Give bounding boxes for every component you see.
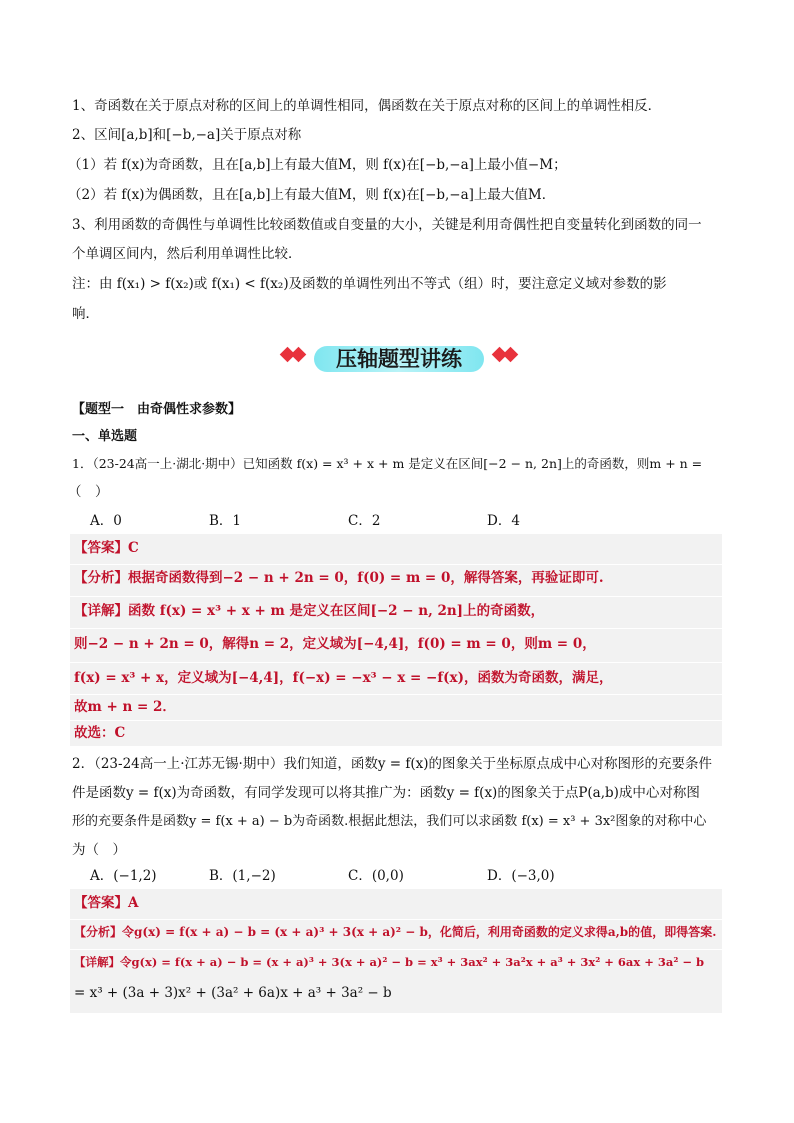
note-1: 1、奇函数在关于原点对称的区间上的单调性相同，偶函数在关于原点对称的区间上的单调性相反． [72,98,662,114]
q1-analysis: 【分析】根据奇函数得到−2 − n + 2n = 0，f(0) = m = 0，解得答案，再验证即可. [74,570,604,586]
divider [70,919,722,920]
q2-option-c: C．(0,0) [348,868,404,884]
divider [70,628,722,629]
q2-option-b: B．(1,−2) [209,868,276,884]
q2-solution-box [70,889,722,1013]
diamond-icon [291,347,307,363]
note-2-1: （1）若 f(x)为奇函数，且在[a,b]上有最大值M，则 f(x)在[−b,−a]上最小值−M； [68,157,567,173]
section-banner [268,340,528,378]
q1-option-a: A．0 [90,513,122,529]
q2-option-a: A．(−1,2) [90,868,157,884]
q1-solution-box [70,534,722,746]
divider [70,694,722,695]
q1-detail-line3: f(x) = x³ + x，定义域为[−4,4]，f(−x) = −x³ − x = −f(x)，函数为奇函数，满足， [74,670,613,686]
banner-title: 压轴题型讲练 [336,347,462,371]
q2-stem-line2: 件是函数y = f(x)为奇函数，有同学发现可以将其推广为：函数y = f(x)的图象关于点P(a,b)成中心对称图 [72,785,700,801]
q1-stem-line2: （ ） [68,484,109,500]
q2-detail-line1: 【详解】令g(x) = f(x + a) − b = (x + a)³ + 3(x + a)² − b = x³ + 3ax² + 3a²x + a³ + 3x² + 6ax + 3a² − b [74,955,705,969]
q1-option-c: C．2 [348,513,381,529]
note-3-line1: 3、利用函数的奇偶性与单调性比较函数值或自变量的大小，关键是利用奇偶性把自变量转化到函数的同一 [72,217,702,233]
q2-option-d: D．(−3,0) [487,868,555,884]
divider [70,949,722,950]
q2-stem-line4: 为（ ） [72,842,126,858]
q2-stem-line1: 2．（23-24高一上·江苏无锡·期中）我们知道，函数y = f(x)的图象关于坐标原点成中心对称图形的充要条件 [72,756,713,772]
q1-detail-line1: 【详解】函数 f(x) = x³ + x + m 是定义在区间[−2 − n, 2n]上的奇函数， [74,603,545,619]
note-2-2: （2）若 f(x)为偶函数，且在[a,b]上有最大值M，则 f(x)在[−b,−a]上最大值M． [68,187,556,203]
single-choice-heading: 一、单选题 [72,429,138,444]
note-4-line1: 注：由 f(x₁) > f(x₂)或 f(x₁) < f(x₂)及函数的单调性列出不等式（组）时，要注意定义域对参数的影 [72,276,667,292]
q1-option-d: D．4 [487,513,520,529]
note-3-line2: 个单调区间内，然后利用单调性比较． [72,246,302,262]
q2-analysis: 【分析】令g(x) = f(x + a) − b = (x + a)³ + 3(x + a)² − b，化简后，利用奇函数的定义求得a,b的值，即得答案. [74,925,717,939]
note-4-line2: 响． [72,306,99,322]
q1-detail-line4: 故m + n = 2． [74,699,176,715]
q2-stem-line3: 形的充要条件是函数y = f(x + a) − b为奇函数.根据此想法，我们可以求函数 f(x) = x³ + 3x²图象的对称中心 [72,814,707,829]
note-2: 2、区间[a,b]和[−b,−a]关于原点对称 [72,127,302,143]
q2-detail-line2: = x³ + (3a + 3)x² + (3a² + 6a)x + a³ + 3a² − b [74,985,392,1001]
diamond-icon [503,347,519,363]
divider [70,662,722,663]
divider [70,596,722,597]
q1-detail-line2: 则−2 − n + 2n = 0，解得n = 2，定义域为[−4,4]，f(0) = m = 0，则m = 0， [74,636,596,652]
q1-stem-line1: 1．（23-24高一上·湖北·期中）已知函数 f(x) = x³ + x + m 是定义在区间[−2 − n, 2n]上的奇函数，则m + n = [72,456,703,471]
divider [70,564,722,565]
q1-option-b: B．1 [209,513,242,529]
divider [70,720,722,721]
q1-answer: 【答案】C [74,540,139,556]
q1-choice: 故选：C [74,725,126,741]
q2-answer: 【答案】A [74,895,139,911]
question-type-heading: 【题型一 由奇偶性求参数】 [72,402,242,417]
